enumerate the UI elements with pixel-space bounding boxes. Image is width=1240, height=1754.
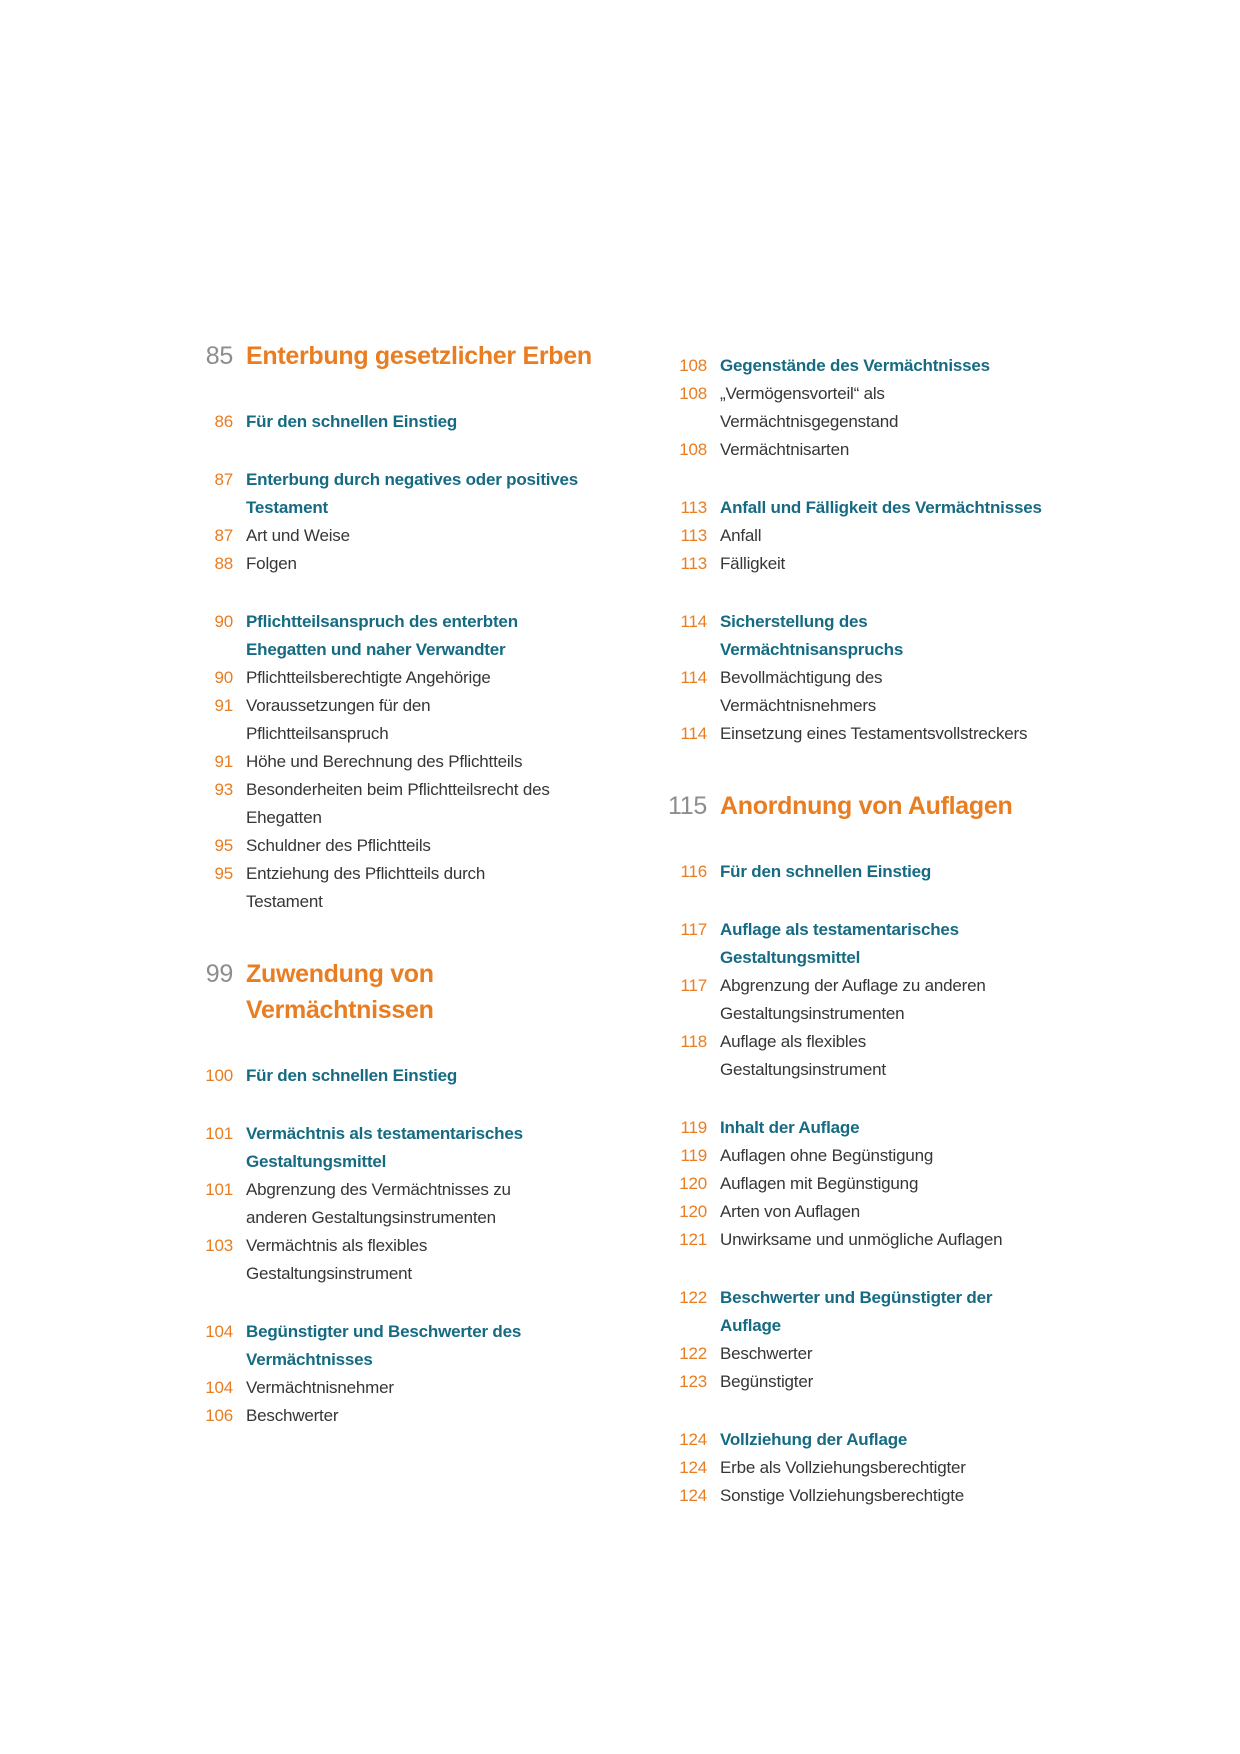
page-number: 101 <box>205 1180 233 1199</box>
page-number: 113 <box>680 554 707 573</box>
section-title <box>246 466 578 522</box>
title-line: Begünstigter und Beschwerter des <box>246 1322 522 1341</box>
page-number: 115 <box>668 792 707 820</box>
title-line: Für den schnellen Einstieg <box>246 412 458 431</box>
toc-group <box>177 408 617 436</box>
toc-entry-row <box>177 1402 617 1430</box>
page-number: 123 <box>679 1372 707 1391</box>
entry-title <box>720 1226 1002 1254</box>
section-title <box>720 1426 907 1454</box>
entry-title <box>720 972 986 1028</box>
title-line: Vermächtnisgegenstand <box>720 412 899 431</box>
page-number: 124 <box>679 1430 707 1449</box>
title-line: Beschwerter <box>246 1406 339 1425</box>
entry-title <box>720 1028 886 1084</box>
title-line: Ehegatten und naher Verwandter <box>246 640 506 659</box>
title-line: Anordnung von Auflagen <box>720 792 1013 820</box>
entry-title <box>720 1170 918 1198</box>
toc-entry-row <box>651 858 1151 886</box>
toc-entry-row <box>651 1114 1151 1142</box>
toc-entry-row <box>177 466 617 522</box>
page-number: 122 <box>679 1288 707 1307</box>
section-title <box>246 608 518 664</box>
section-title <box>246 1120 523 1176</box>
toc-column-left <box>177 338 617 1430</box>
title-line: Enterbung gesetzlicher Erben <box>246 342 592 370</box>
title-line: Vermächtnisnehmers <box>720 696 877 715</box>
title-line: Beschwerter und Begünstigter der <box>720 1288 993 1307</box>
title-line: Für den schnellen Einstieg <box>246 1066 458 1085</box>
title-line: Besonderheiten beim Pflichtteilsrecht des <box>246 780 550 799</box>
page-number: 108 <box>679 356 707 375</box>
toc-group <box>651 916 1151 1084</box>
toc-column-right <box>651 352 1151 1510</box>
title-line: Pflichtteilsanspruch <box>246 724 389 743</box>
page-number: 106 <box>205 1406 233 1425</box>
page-number: 108 <box>679 440 707 459</box>
title-line: Gestaltungsinstrument <box>246 1264 412 1283</box>
section-title <box>720 352 990 380</box>
title-line: Anfall und Fälligkeit des Vermächtnisses <box>720 498 1042 517</box>
title-line: Abgrenzung des Vermächtnisses zu <box>246 1180 511 1199</box>
page-number: 88 <box>214 554 233 573</box>
entry-title <box>246 1402 338 1430</box>
title-line: Inhalt der Auflage <box>720 1118 860 1137</box>
page-number: 101 <box>205 1124 233 1143</box>
title-line: Erbe als Vollziehungsberechtigter <box>720 1458 966 1477</box>
title-line: Auflagen mit Begünstigung <box>720 1174 919 1193</box>
section-title <box>720 494 1042 522</box>
entry-title <box>246 522 350 550</box>
toc-chapter-row <box>177 338 617 374</box>
page-number: 121 <box>679 1230 707 1249</box>
toc-entry-row <box>651 1226 1151 1254</box>
title-line: „Vermögensvorteil“ als <box>720 384 885 403</box>
title-line: Bevollmächtigung des <box>720 668 883 687</box>
title-line: Unwirksame und unmögliche Auflagen <box>720 1230 1003 1249</box>
toc-entry-row <box>651 608 1151 664</box>
toc-entry-row <box>177 860 617 916</box>
title-line: Ehegatten <box>246 808 322 827</box>
toc-entry-row <box>651 1368 1151 1396</box>
toc-group <box>651 494 1151 578</box>
section-title <box>720 608 903 664</box>
toc-entry-row <box>651 522 1151 550</box>
toc-entry-row <box>651 550 1151 578</box>
page-number: 124 <box>679 1458 707 1477</box>
toc-entry-row <box>651 380 1151 436</box>
toc-entry-row <box>651 436 1151 464</box>
toc-entry-row <box>177 522 617 550</box>
page-number: 108 <box>679 384 707 403</box>
toc-entry-row <box>177 1120 617 1176</box>
page-number: 114 <box>680 612 707 631</box>
entry-title <box>246 1176 511 1232</box>
toc-group <box>651 1426 1151 1510</box>
title-line: Für den schnellen Einstieg <box>720 862 932 881</box>
toc-entry-row <box>177 1176 617 1232</box>
page-number: 104 <box>205 1378 233 1397</box>
title-line: Folgen <box>246 554 297 573</box>
toc-entry-row <box>651 916 1151 972</box>
page-number: 90 <box>214 668 233 687</box>
toc-entry-row <box>651 664 1151 720</box>
toc-entry-row <box>651 352 1151 380</box>
title-line: Vollziehung der Auflage <box>720 1430 908 1449</box>
page-number: 91 <box>214 752 233 771</box>
page-number: 113 <box>680 498 707 517</box>
title-line: Gestaltungsinstrument <box>720 1060 886 1079</box>
toc-entry-row <box>651 1340 1151 1368</box>
toc-chapter-row <box>651 788 1151 824</box>
toc-entry-row <box>177 408 617 436</box>
toc-entry-row <box>651 720 1151 748</box>
title-line: Gegenstände des Vermächtnisses <box>720 356 990 375</box>
section-title <box>720 858 931 886</box>
title-line: Auflage als flexibles <box>720 1032 867 1051</box>
toc-entry-row <box>177 664 617 692</box>
title-line: Gestaltungsmittel <box>720 948 861 967</box>
toc-entry-row <box>651 1028 1151 1084</box>
toc-entry-row <box>651 1198 1151 1226</box>
title-line: Vermächtnis als flexibles <box>246 1236 428 1255</box>
section-title <box>720 1114 859 1142</box>
page-number: 93 <box>214 780 233 799</box>
title-line: Pflichtteilsberechtigte Angehörige <box>246 668 491 687</box>
section-title <box>246 1062 457 1090</box>
page-number: 120 <box>679 1202 707 1221</box>
toc-entry-row <box>651 1142 1151 1170</box>
entry-title <box>246 832 431 860</box>
page-number: 95 <box>214 864 233 883</box>
toc-group <box>177 608 617 916</box>
page-number: 120 <box>679 1174 707 1193</box>
page-number: 86 <box>214 412 233 431</box>
section-title <box>720 1284 992 1340</box>
title-line: Gestaltungsinstrumenten <box>720 1004 905 1023</box>
section-title <box>720 916 959 972</box>
title-line: Vermächtnis als testamentarisches <box>246 1124 523 1143</box>
title-line: Schuldner des Pflichtteils <box>246 836 431 855</box>
entry-title <box>720 720 1027 748</box>
title-line: Höhe und Berechnung des Pflichtteils <box>246 752 523 771</box>
title-line: Vermächtnisses <box>246 1350 373 1369</box>
entry-title <box>720 1142 933 1170</box>
page-number: 91 <box>214 696 233 715</box>
entry-title <box>246 692 430 748</box>
title-line: Abgrenzung der Auflage zu anderen <box>720 976 986 995</box>
toc-entry-row <box>651 494 1151 522</box>
entry-title <box>246 776 550 832</box>
title-line: Beschwerter <box>720 1344 813 1363</box>
entry-title <box>246 748 522 776</box>
toc-entry-row <box>651 1482 1151 1510</box>
title-line: Vermächtnissen <box>246 996 434 1024</box>
toc-entry-row <box>177 832 617 860</box>
title-line: Testament <box>246 892 323 911</box>
page-number: 104 <box>205 1322 233 1341</box>
page-number: 87 <box>214 526 233 545</box>
title-line: Sicherstellung des <box>720 612 868 631</box>
entry-title <box>246 664 491 692</box>
entry-title <box>720 1482 964 1510</box>
entry-title <box>720 380 898 436</box>
chapter-title <box>720 788 1012 824</box>
page-number: 119 <box>680 1118 707 1137</box>
toc-entry-row <box>651 1426 1151 1454</box>
title-line: Vermächtnisanspruchs <box>720 640 904 659</box>
title-line: Arten von Auflagen <box>720 1202 861 1221</box>
title-line: Fälligkeit <box>720 554 786 573</box>
title-line: Pflichtteilsanspruch des enterbten <box>246 612 518 631</box>
title-line: Vermächtnisarten <box>720 440 850 459</box>
entry-title <box>720 1340 812 1368</box>
page-number: 100 <box>205 1066 233 1085</box>
page-number: 103 <box>205 1236 233 1255</box>
toc-chapter-row <box>177 956 617 1028</box>
section-title <box>246 408 457 436</box>
page-number: 124 <box>679 1486 707 1505</box>
title-line: Entziehung des Pflichtteils durch <box>246 864 486 883</box>
title-line: Vermächtnisnehmer <box>246 1378 394 1397</box>
toc-entry-row <box>177 608 617 664</box>
toc-group <box>651 858 1151 886</box>
page-number: 87 <box>214 470 233 489</box>
title-line: Testament <box>246 498 328 517</box>
toc-entry-row <box>651 1454 1151 1482</box>
title-line: Enterbung durch negatives oder positives <box>246 470 579 489</box>
page-number: 119 <box>680 1146 707 1165</box>
toc-entry-row <box>651 1284 1151 1340</box>
entry-title <box>720 1368 813 1396</box>
toc-group <box>651 608 1151 748</box>
title-line: Anfall <box>720 526 762 545</box>
page-number: 95 <box>214 836 233 855</box>
title-line: Sonstige Vollziehungsberechtigte <box>720 1486 965 1505</box>
entry-title <box>720 1198 860 1226</box>
chapter-title <box>246 338 592 374</box>
toc-entry-row <box>177 748 617 776</box>
title-line: Auflage <box>720 1316 781 1335</box>
title-line: anderen Gestaltungsinstrumenten <box>246 1208 496 1227</box>
toc-group <box>651 352 1151 464</box>
toc-entry-row <box>177 1232 617 1288</box>
entry-title <box>720 550 785 578</box>
entry-title <box>246 1374 394 1402</box>
title-line: Art und Weise <box>246 526 350 545</box>
title-line: Einsetzung eines Testamentsvollstreckers <box>720 724 1028 743</box>
toc-group <box>177 1318 617 1430</box>
toc-group <box>651 1114 1151 1254</box>
toc-entry-row <box>651 972 1151 1028</box>
toc-group <box>177 1062 617 1090</box>
toc-group <box>651 1284 1151 1396</box>
chapter-title <box>246 956 434 1028</box>
title-line: Gestaltungsmittel <box>246 1152 387 1171</box>
entry-title <box>246 550 297 578</box>
page-number: 99 <box>205 960 233 988</box>
entry-title <box>246 860 485 916</box>
toc-entry-row <box>177 1318 617 1374</box>
page-number: 113 <box>680 526 707 545</box>
toc-group <box>177 1120 617 1288</box>
section-title <box>246 1318 521 1374</box>
title-line: Auflagen ohne Begünstigung <box>720 1146 934 1165</box>
toc-entry-row <box>177 776 617 832</box>
page-number: 117 <box>680 920 707 939</box>
toc-entry-row <box>177 1374 617 1402</box>
page-number: 122 <box>679 1344 707 1363</box>
page-number: 116 <box>680 862 707 881</box>
title-line: Zuwendung von <box>246 960 434 988</box>
toc-group <box>177 466 617 578</box>
title-line: Auflage als testamentarisches <box>720 920 959 939</box>
page-number: 118 <box>680 1032 707 1051</box>
page-number: 114 <box>680 668 707 687</box>
page-number: 117 <box>680 976 707 995</box>
entry-title <box>720 522 761 550</box>
toc-entry-row <box>177 692 617 748</box>
toc-entry-row <box>651 1170 1151 1198</box>
toc-entry-row <box>177 1062 617 1090</box>
page-number: 85 <box>205 342 233 370</box>
toc-entry-row <box>177 550 617 578</box>
page-number: 90 <box>214 612 233 631</box>
entry-title <box>246 1232 427 1288</box>
title-line: Begünstigter <box>720 1372 814 1391</box>
entry-title <box>720 1454 966 1482</box>
entry-title <box>720 436 849 464</box>
entry-title <box>720 664 882 720</box>
title-line: Voraussetzungen für den <box>246 696 431 715</box>
page-number: 114 <box>680 724 707 743</box>
